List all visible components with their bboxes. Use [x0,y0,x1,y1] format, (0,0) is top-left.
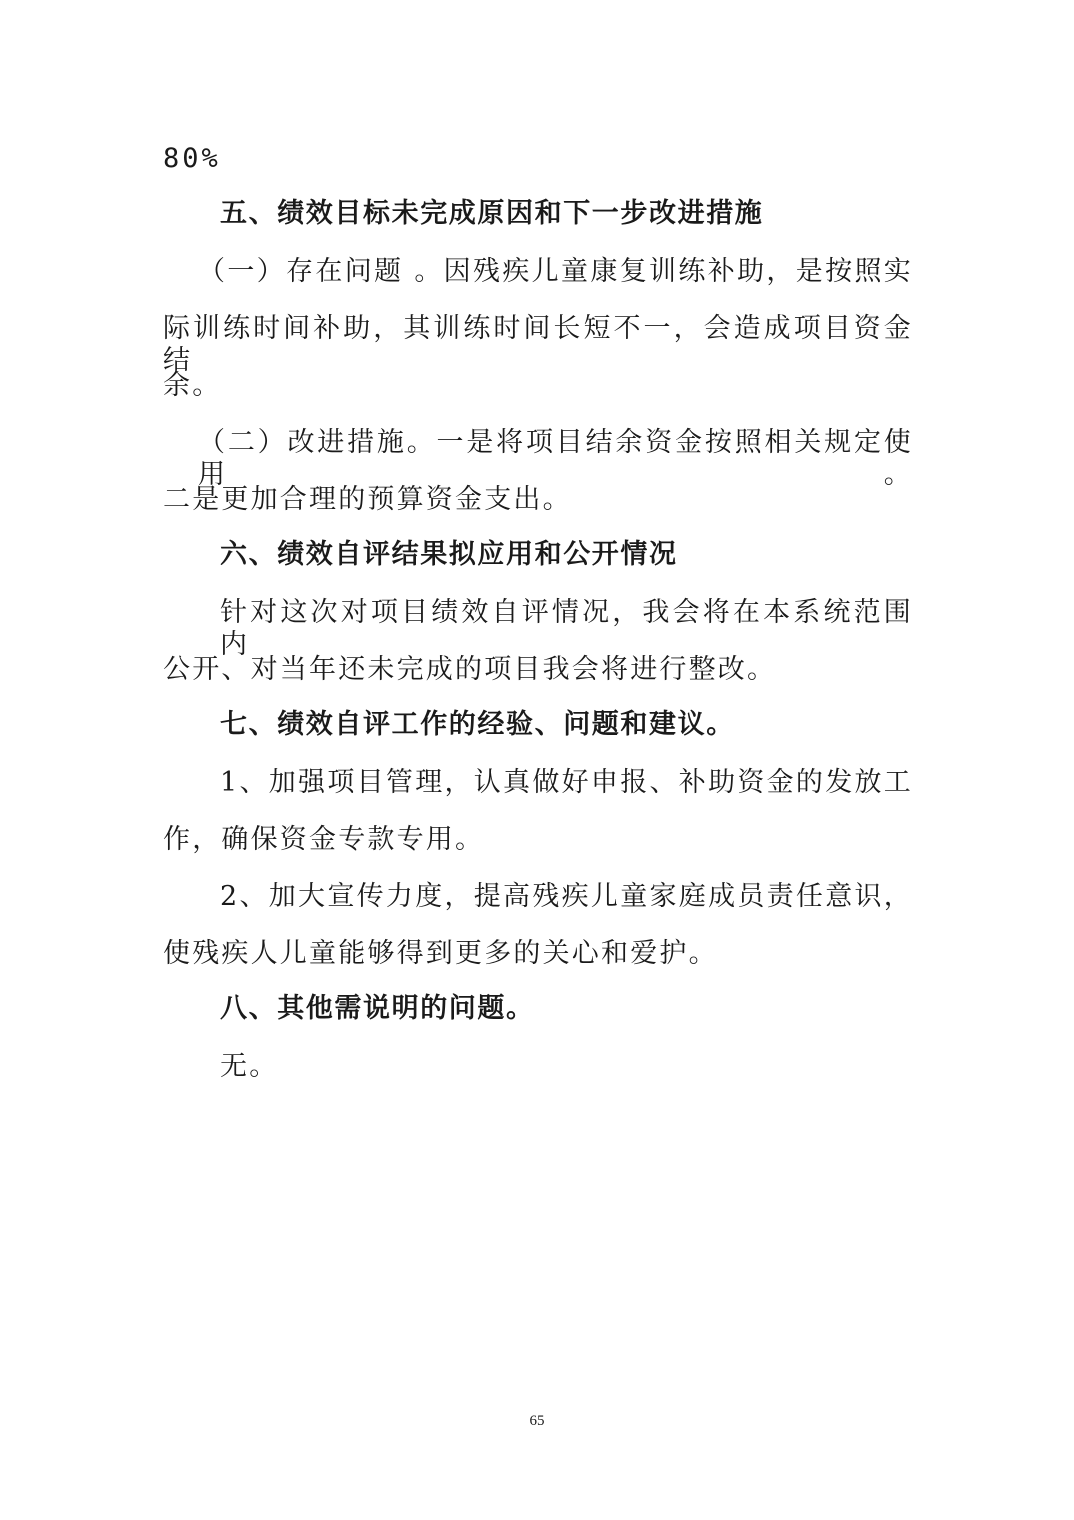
paragraph-improvement-measures-line-2: 二是更加合理的预算资金支出。 [163,484,572,515]
paragraph-item-1-line-1: 1、加强项目管理，认真做好申报、补助资金的发放工 [220,767,913,798]
paragraph-none: 无。 [220,1051,279,1082]
paragraph-existing-problems-line-3: 余。 [163,370,222,401]
section-heading-7: 七、绩效自评工作的经验、问题和建议。 [220,709,735,740]
page-number: 65 [529,1413,545,1429]
paragraph-item-1-line-2: 作，确保资金专款专用。 [163,824,485,855]
paragraph-item-2-line-2: 使残疾人儿童能够得到更多的关心和爱护。 [163,938,718,969]
section-heading-6: 六、绩效自评结果拟应用和公开情况 [220,539,678,570]
paragraph-disclosure-line-1: 针对这次对项目绩效自评情况，我会将在本系统范围内 [220,597,913,660]
section-heading-8: 八、其他需说明的问题。 [220,993,535,1024]
paragraph-improvement-measures-line-1: （二）改进措施。一是将项目结余资金按照相关规定使用。 [198,427,913,490]
paragraph-existing-problems-line-1: （一）存在问题 。因残疾儿童康复训练补助，是按照实 [198,256,913,287]
paragraph-disclosure-line-2: 公开、对当年还未完成的项目我会将进行整改。 [163,654,777,685]
percentage-continuation: 80% [163,143,221,174]
paragraph-existing-problems-line-2: 际训练时间补助，其训练时间长短不一，会造成项目资金结 [163,313,913,376]
section-heading-5: 五、绩效目标未完成原因和下一步改进措施 [220,198,764,229]
paragraph-item-2-line-1: 2、加大宣传力度，提高残疾儿童家庭成员责任意识， [220,881,913,912]
